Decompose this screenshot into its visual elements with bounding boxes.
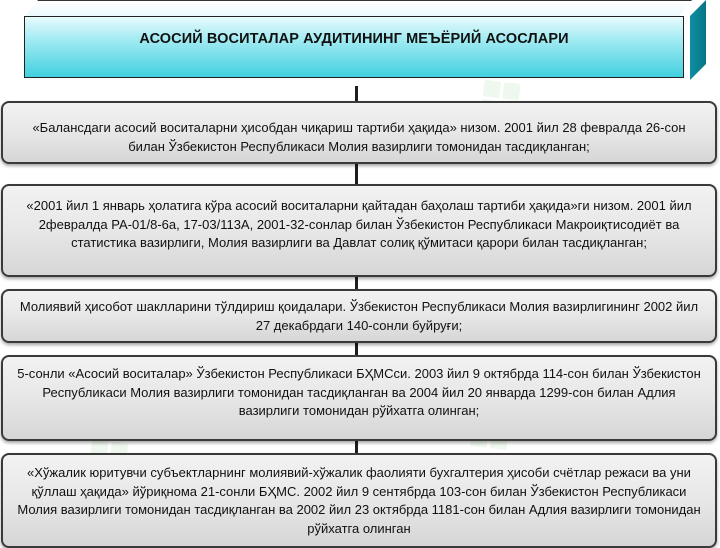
regulation-text-2: «2001 йил 1 январь ҳолатига кўра асосий воситаларни қайтадан баҳолаш тартиби ҳақида»ги низом. 2001 йил 2февралда РА-01/8-6а, 17-03/113А, 2001-32-сонлар билан Ўзбекистон Республикаси Макроиқтисодиёт ва статистика вазирлиги, Молия вазирлиги ва Давлат солиқ қўмитаси қарори билан тасдиқланган;: [26, 198, 692, 250]
connector-line: [355, 342, 358, 356]
regulation-text-4: 5-сонли «Асосий воситалар» Ўзбекистон Республикаси БҲМСси. 2003 йил 9 октябрда 114-сон билан Ўзбекистон Республикаси Молия вазирлиги томонидан тасдиқланган ва 2004 йил 20 январда 1299-сон билан Адлия вазирлиги томонидан рўйхатга олинган;: [17, 366, 701, 418]
watermark-shape: ❖: [61, 389, 162, 493]
title-box-front-face: [24, 16, 684, 78]
title-box: [22, 0, 712, 82]
title-box-top-face: [24, 0, 692, 17]
connector-line: [355, 440, 358, 454]
regulation-box-3: [1, 289, 717, 343]
diagram-title: АСОСИЙ ВОСИТАЛАР АУДИТИНИНГ МЕЪЁРИЙ АСОСЛАРИ: [139, 31, 569, 47]
regulation-text-3: Молиявий ҳисобот шаклларини тўлдириш қоидалари. Ўзбекистон Республикаси Молия вазирлигининг 2002 йил 27 декабрдаги 140-сонли буйруғи;: [19, 299, 699, 333]
regulation-text-1: «Балансдаги асосий воситаларни ҳисобдан чиқариш тартиби ҳақида» низом. 2001 йил 28 февралда 26-сон билан Ўзбекистон Республикаси Молия вазирлиги томонидан тасдиқланган;: [32, 120, 686, 154]
regulation-box-1: [1, 101, 717, 164]
regulation-box-5: [1, 453, 717, 548]
regulation-text-5: «Хўжалик юритувчи субъектларнинг молиявий-хўжалик фаолияти бухгалтерия ҳисоби счётлар режаси ва уни қўллаш ҳақида» йўриқнома 21-сонли БҲМС. 2002 йил 9 сентябрда 103-сон билан Ўзбекистон Республикаси Молия вазирлиги томонидан тасдиқланган ва 2002 йил 23 октябрда 1181-сон билан Адлия вазирлиги томонидан рўйхатга олинган: [17, 465, 701, 536]
connector-line: [355, 163, 358, 185]
connector-line: [355, 86, 358, 102]
title-box-side-face: [690, 0, 706, 80]
regulation-box-2: [1, 184, 717, 277]
regulation-box-4: [1, 355, 717, 441]
connector-line: [355, 276, 358, 290]
